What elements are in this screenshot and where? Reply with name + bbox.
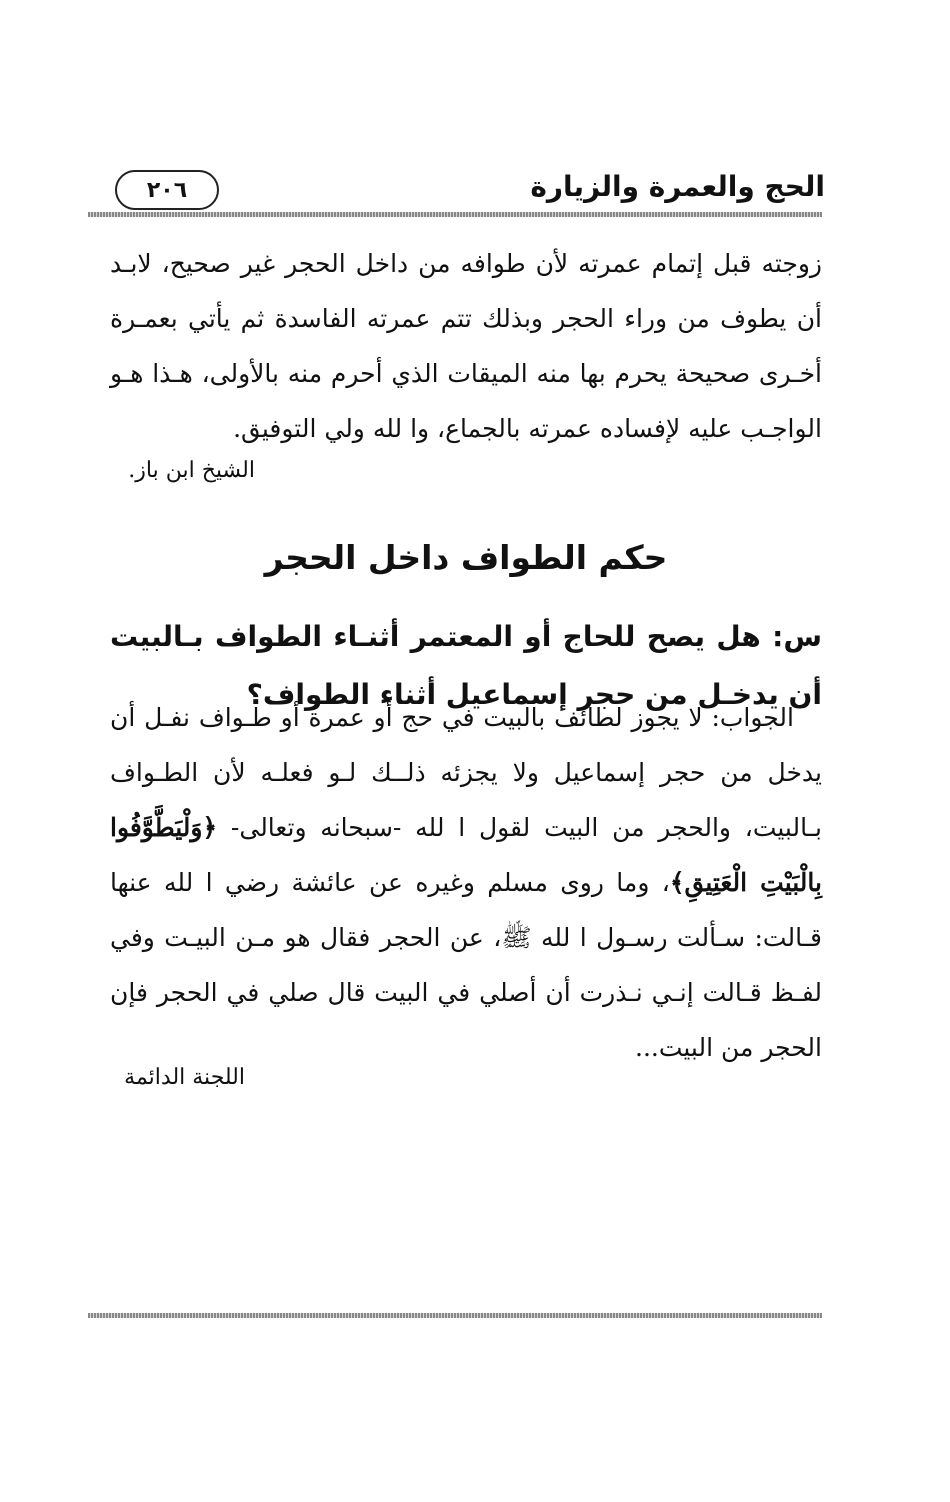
quran-verse: ﴿وَلْيَطَّوَّفُوا بِالْبَيْتِ الْعَتِيقِ﴾ (110, 813, 822, 897)
question: س: هل يصح للحاج أو المعتمر أثنـاء الطواف بـالبيت أن يدخـل من حجر إسماعيل أثناء الطواف؟ (110, 620, 822, 711)
answer-text-1: الجواب: لا يجوز لطائف بالبيت في حج أو عمرة أو طـواف نفـل أن يدخل من حجر إسماعيل ولا يجزئه ذلــك لـو فعلـه لأن الطـواف بـالبيت، والحجر من البيت لقول ا لله -سبحانه وتعالى- (110, 703, 822, 842)
book-title: الحج والعمرة والزيارة (530, 170, 825, 203)
answer-text-2: ، وما روى مسلم وغيره عن عائشة رضي ا لله عنها قـالت: سـألت رسـول ا لله ﷺ، عن الحجر فقال هو مـن البيـت وفي لفـظ قـالت إنـي نـذرت أن أصلي في البيت قال صلي في الحجر فإن الحجر من البيت... (110, 868, 822, 1062)
header-rule (88, 212, 822, 217)
committee-signature: اللجنة الدائمة (124, 1065, 245, 1090)
running-header (115, 168, 825, 212)
footer-rule (88, 1313, 822, 1318)
answer (110, 690, 822, 1075)
mufti-signature: الشيخ ابن باز. (128, 458, 255, 483)
answer-continuation: زوجته قبل إتمام عمرته لأن طوافه من داخل الحجر غير صحيح، لابـد أن يطوف من وراء الحجر وبذلك تتم عمرته الفاسدة ثم يأتي بعمـرة أخـرى صحيحة يحرم بها منه الميقات الذي أحرم منه بالأولى، هـذا هـو الواجـب عليه لإفساده عمرته بالجماع، وا لله ولي التوفيق. (110, 249, 822, 443)
section-title: حكم الطواف داخل الحجر (264, 538, 668, 577)
page-number: ٢٠٦ (115, 170, 219, 210)
